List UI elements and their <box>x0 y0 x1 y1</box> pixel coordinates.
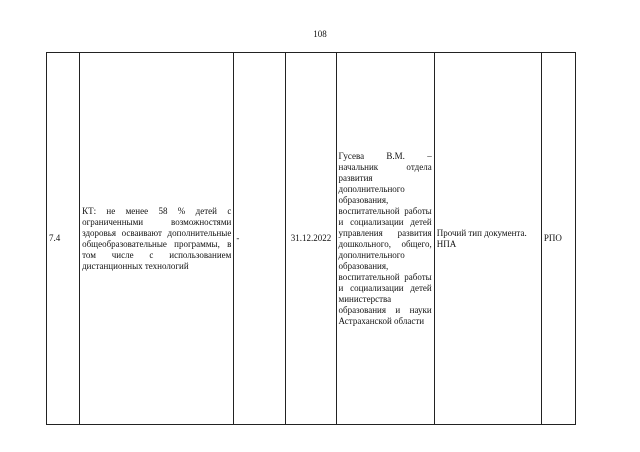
goal-text: КТ: не менее 58 % детей с ограниченными возможностями здоровья осваивают дополнительные общеобразовательные программы, в том числе с использованием дистанционных технологий <box>82 205 232 271</box>
responsible-cell <box>336 53 434 425</box>
doc-type-cell <box>434 53 541 425</box>
goal-cell <box>80 53 234 425</box>
row-number: 7.4 <box>49 233 61 243</box>
dash-cell <box>234 53 286 425</box>
date-cell <box>286 53 336 425</box>
code-cell <box>541 53 575 425</box>
row-number-cell <box>47 53 80 425</box>
plan-table <box>46 52 576 425</box>
page-number: 108 <box>313 29 327 39</box>
responsible-text: Гусева В.М. – начальник отдела развития дополнительного образования, воспитательной работы и социализации детей управления развития дошкольного, общего, дополнительного образования, воспитательной работы и социализации детей министерства образования и науки Астраханской области <box>338 150 432 326</box>
table-row <box>47 53 576 425</box>
doc-type: Прочий тип документа. НПА <box>436 227 527 249</box>
dash-value: - <box>236 233 240 243</box>
deadline-date: 31.12.2022 <box>290 233 332 243</box>
code-value: РПО <box>543 233 562 243</box>
